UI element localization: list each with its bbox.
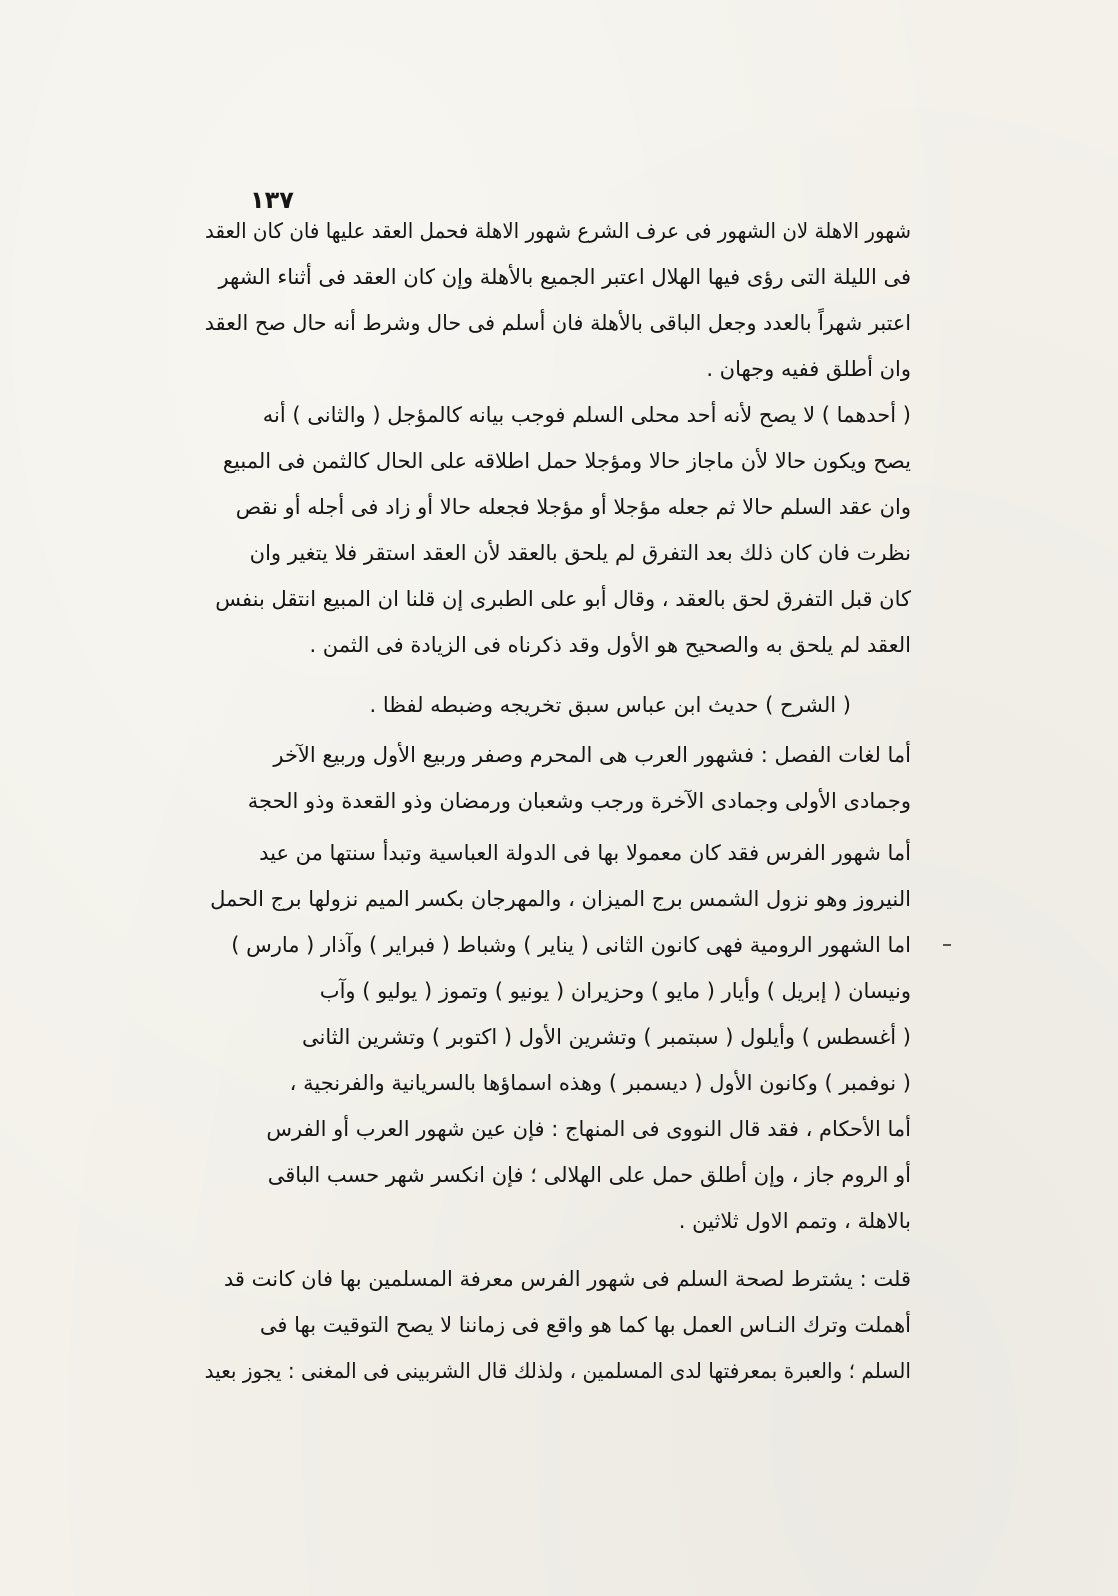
text-line: ( أغسطس ) وأيلول ( سبتمبر ) وتشرين الأول ( اكتوبر ) وتشرين الثانى [302,1025,911,1049]
text-line: السلم ؛ والعبرة بمعرفتها لدى المسلمين ، ولذلك قال الشربينى فى المغنى : يجوز بعيد [204,1359,912,1383]
text-line: ( الشرح ) حديث ابن عباس سبق تخريجه وضبطه لفظا . [369,693,851,717]
text-line: ( نوفمبر ) وكانون الأول ( ديسمبر ) وهذه اسماؤها بالسريانية والفرنجية ، [289,1071,911,1095]
text-line: وان عقد السلم حالا ثم جعله مؤجلا أو مؤجلا فجعله حالا أو زاد فى أجله أو نقص [235,495,911,519]
text-line: العقد لم يلحق به والصحيح هو الأول وقد ذكرناه فى الزيادة فى الثمن . [309,633,911,657]
text-line: وان أطلق ففيه وجهان . [706,357,911,381]
text-line: فى الليلة التى رؤى فيها الهلال اعتبر الجميع بالأهلة وإن كان العقد فى أثناء الشهر [218,265,911,289]
text-line: وجمادى الأولى وجمادى الآخرة ورجب وشعبان ورمضان وذو القعدة وذو الحجة [247,789,911,813]
text-line: كان قبل التفرق لحق بالعقد ، وقال أبو على الطبرى إن قلنا ان المبيع انتقل بنفس [215,587,911,611]
text-line: أما شهور الفرس فقد كان معمولا بها فى الدولة العباسية وتبدأ سنتها من عيد [259,841,911,865]
text-line: أما لغات الفصل : فشهور العرب هى المحرم وصفر وربيع الأول وربيع الآخر [273,743,911,767]
text-line: شهور الاهلة لان الشهور فى عرف الشرع شهور الاهلة فحمل العقد عليها فان كان العقد [205,219,912,243]
text-line: اما الشهور الرومية فهى كانون الثانى ( يناير ) وشباط ( فبراير ) وآذار ( مارس ) [231,933,911,957]
text-line: اعتبر شهراً بالعدد وجعل الباقى بالأهلة فان أسلم فى حال وشرط أنه حال صح العقد [204,311,912,335]
text-line: بالاهلة ، وتمم الاول ثلاثين . [678,1209,911,1233]
text-line: أهملت وترك النـاس العمل بها كما هو واقع فى زماننا لا يصح التوقيت بها فى [259,1313,911,1337]
text-line: قلت : يشترط لصحة السلم فى شهور الفرس معرفة المسلمين بها فان كانت قد [223,1267,911,1291]
text-line: نظرت فان كان ذلك بعد التفرق لم يلحق بالعقد لأن العقد استقر فلا يتغير وان [249,541,911,565]
text-line: أما الأحكام ، فقد قال النووى فى المنهاج : فإن عين شهور العرب أو الفرس [266,1117,911,1141]
text-line: ( أحدهما ) لا يصح لأنه أحد محلى السلم فوجب بيانه كالمؤجل ( والثانى ) أنه [262,403,911,427]
text-line: أو الروم جاز ، وإن أطلق حمل على الهلالى ؛ فإن انكسر شهر حسب الباقى [267,1163,911,1187]
text-line: ونيسان ( إبريل ) وأيار ( مايو ) وحزيران ( يونيو ) وتموز ( يوليو ) وآب [319,979,911,1003]
page-number: ١٣٧ [250,186,294,214]
text-line: يصح ويكون حالا لأن ماجاز حالا ومؤجلا حمل اطلاقه على الحال كالثمن فى المبيع [222,449,911,473]
text-line: النيروز وهو نزول الشمس برج الميزان ، والمهرجان بكسر الميم نزولها برج الحمل [210,887,911,911]
margin-mark [943,944,951,946]
